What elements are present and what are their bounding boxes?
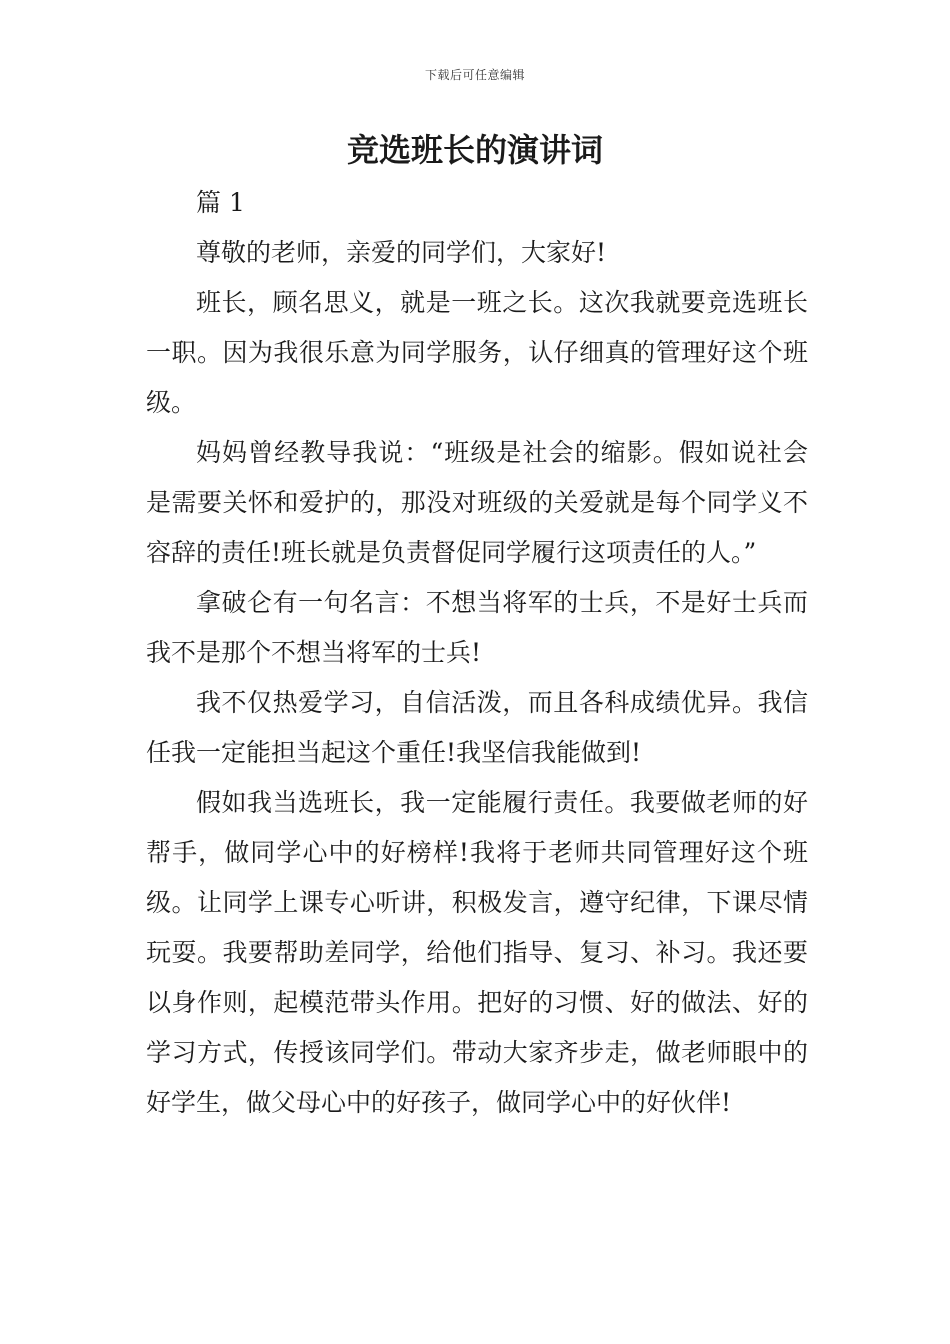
paragraph: 假如我当选班长，我一定能履行责任。我要做老师的好帮手，做同学心中的好榜样!我将于老师共同管理好这个班级。让同学上课专心听讲，积极发言，遵守纪律，下课尽情玩耍。我要帮助差同学，给他们指导、复习、补习。我还要以身作则，起模范带头作用。把好的习惯、好的做法、好的学习方式，传授该同学们。带动大家齐步走，做老师眼中的好学生，做父母心中的好孩子，做同学心中的好伙伴! [146,788,808,1117]
paragraph: 我不仅热爱学习，自信活泼，而且各科成绩优异。我信任我一定能担当起这个重任!我坚信我能做到! [146,688,808,767]
document-title: 竞选班长的演讲词 [346,131,603,169]
header-note: 下载后可任意编辑 [424,68,525,82]
paragraph: 拿破仑有一句名言：不想当将军的士兵，不是好士兵而我不是那个不想当将军的士兵! [146,588,808,667]
document-body [146,178,808,1128]
paragraph: 妈妈曾经教导我说：“班级是社会的缩影。假如说社会是需要关怀和爱护的，那没对班级的关爱就是每个同学义不容辞的责任!班长就是负责督促同学履行这项责任的人。” [146,438,808,567]
paragraph: 班长，顾名思义，就是一班之长。这次我就要竞选班长一职。因为我很乐意为同学服务，认仔细真的管理好这个班级。 [146,288,808,417]
section-label: 篇 1 [196,188,245,217]
paragraph-greeting: 尊敬的老师，亲爱的同学们，大家好! [196,238,607,267]
